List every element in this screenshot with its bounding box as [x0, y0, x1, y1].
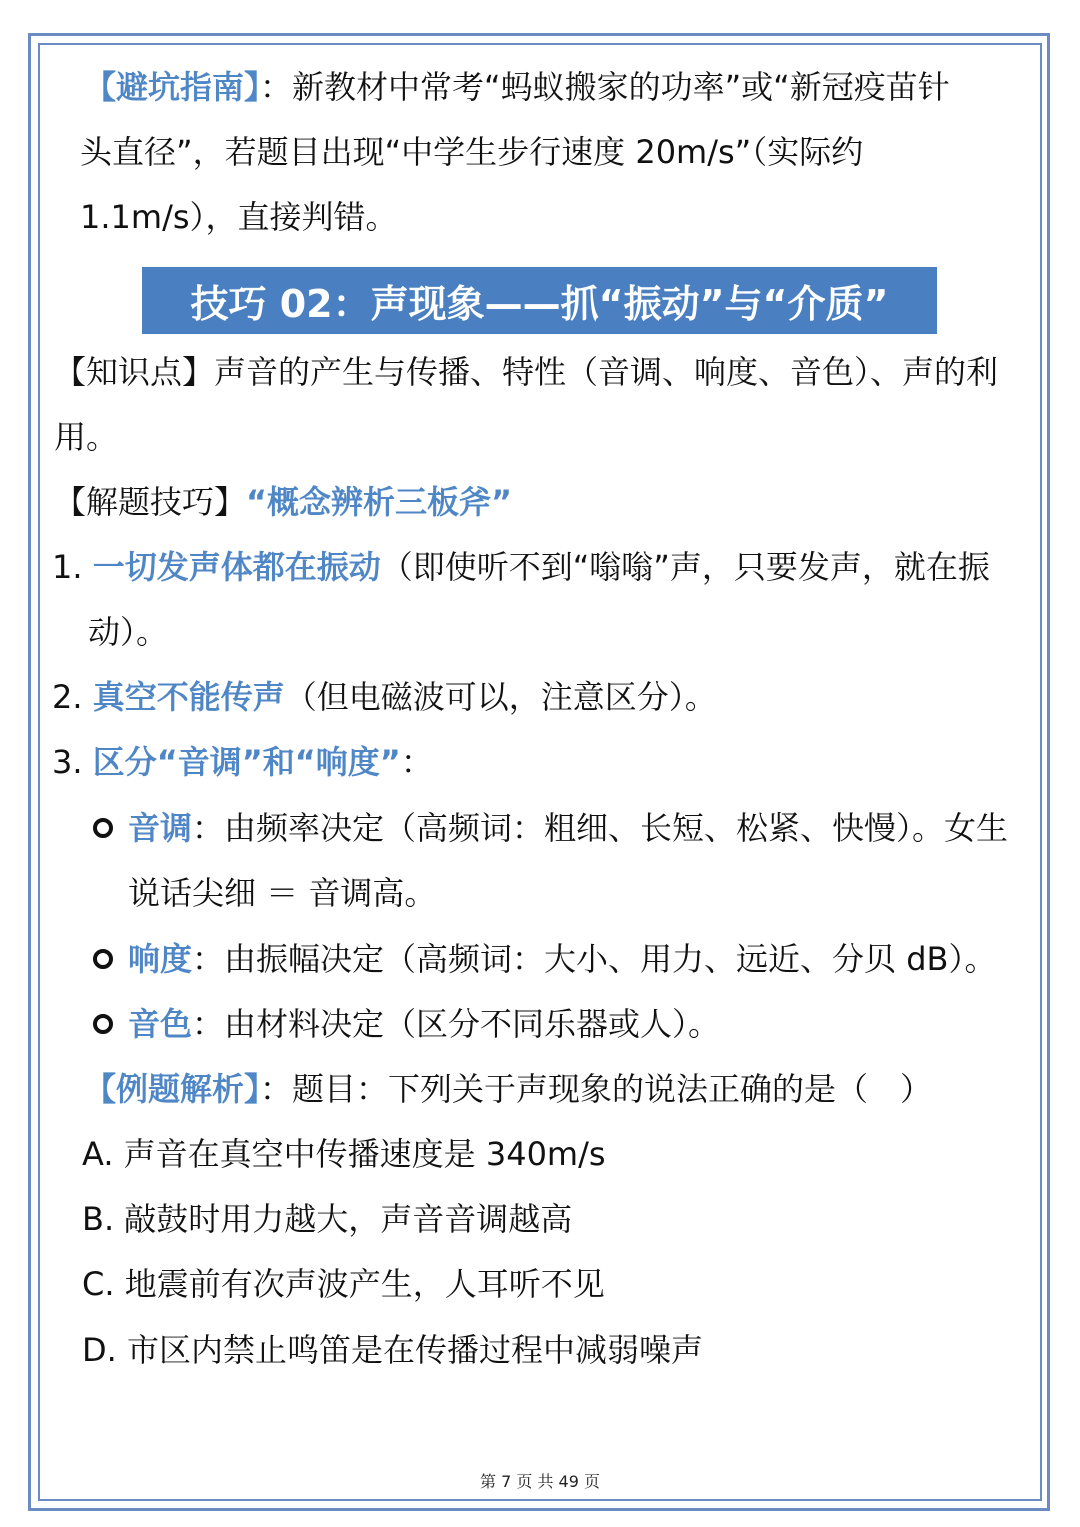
example-text: ：题目：下列关于声现象的说法正确的是（ ）: [260, 1070, 933, 1108]
bullet-item-1-cont: 说话尖细 ＝ 音调高。: [128, 874, 437, 912]
example-tag: 【例题解析】: [84, 1070, 261, 1108]
tip-line-1: [84, 67, 950, 107]
option-b: B. 敲鼓时用力越大，声音音调越高: [82, 1200, 573, 1238]
knowledge-line-2: 用。: [54, 418, 119, 456]
method-line: [54, 482, 512, 522]
circle-bullet-icon: [93, 818, 113, 838]
bullet-item-2: [128, 939, 996, 979]
list-item-number: 2.: [52, 678, 83, 716]
bullet-text: ：由材料决定（区分不同乐器或人）。: [192, 1005, 721, 1043]
list-item-key: 真空不能传声: [92, 678, 285, 716]
tip-text-1: ：新教材中常考“蚂蚁搬家的功率”或“新冠疫苗针: [260, 68, 950, 106]
bullet-text: ：由振幅决定（高频词：大小、用力、远近、分贝 dB）。: [192, 940, 997, 978]
list-item-1: [52, 547, 990, 587]
tip-line-2: 头直径”，若题目出现“中学生步行速度 20m/s”（实际约: [80, 133, 864, 171]
example-question: [84, 1069, 932, 1109]
list-item-key: 区分“音调”和“响度”: [92, 743, 401, 781]
page-number: 第 7 页 共 49 页: [480, 1472, 600, 1491]
bullet-text: ：由频率决定（高频词：粗细、长短、松紧、快慢）。女生: [192, 809, 1009, 847]
circle-bullet-icon: [93, 1014, 113, 1034]
option-a: A. 声音在真空中传播速度是 340m/s: [82, 1135, 606, 1173]
method-title: “概念辨析三板斧”: [246, 483, 513, 521]
tip-line-3: 1.1m/s），直接判错。: [80, 198, 398, 236]
option-c: C. 地震前有次声波产生，人耳听不见: [82, 1265, 605, 1303]
list-item-3: [52, 742, 433, 782]
list-item-number: 1.: [52, 548, 83, 586]
bullet-key: 音调: [128, 809, 193, 847]
list-item-text: （但电磁波可以，注意区分）。: [284, 678, 717, 716]
bullet-key: 音色: [128, 1005, 193, 1043]
section-heading: [142, 267, 937, 334]
method-tag: 【解题技巧】: [54, 483, 247, 521]
bullet-item-3: [128, 1004, 720, 1044]
section-heading-text: 技巧 02：声现象——抓“振动”与“介质”: [190, 282, 889, 326]
list-item-2: [52, 677, 717, 717]
list-item-text: （即使听不到“嗡嗡”声，只要发声，就在振: [380, 548, 990, 586]
knowledge-line-1: 【知识点】声音的产生与传播、特性（音调、响度、音色）、声的利: [54, 353, 999, 391]
bullet-key: 响度: [128, 940, 193, 978]
list-item-text: ：: [400, 743, 433, 781]
circle-bullet-icon: [93, 949, 113, 969]
tip-tag: 【避坑指南】: [84, 68, 261, 106]
list-item-number: 3.: [52, 743, 83, 781]
list-item-key: 一切发声体都在振动: [92, 548, 381, 586]
bullet-item-1: [128, 808, 1008, 848]
list-item-1-cont: 动）。: [88, 613, 169, 651]
option-d: D. 市区内禁止鸣笛是在传播过程中减弱噪声: [82, 1331, 703, 1369]
